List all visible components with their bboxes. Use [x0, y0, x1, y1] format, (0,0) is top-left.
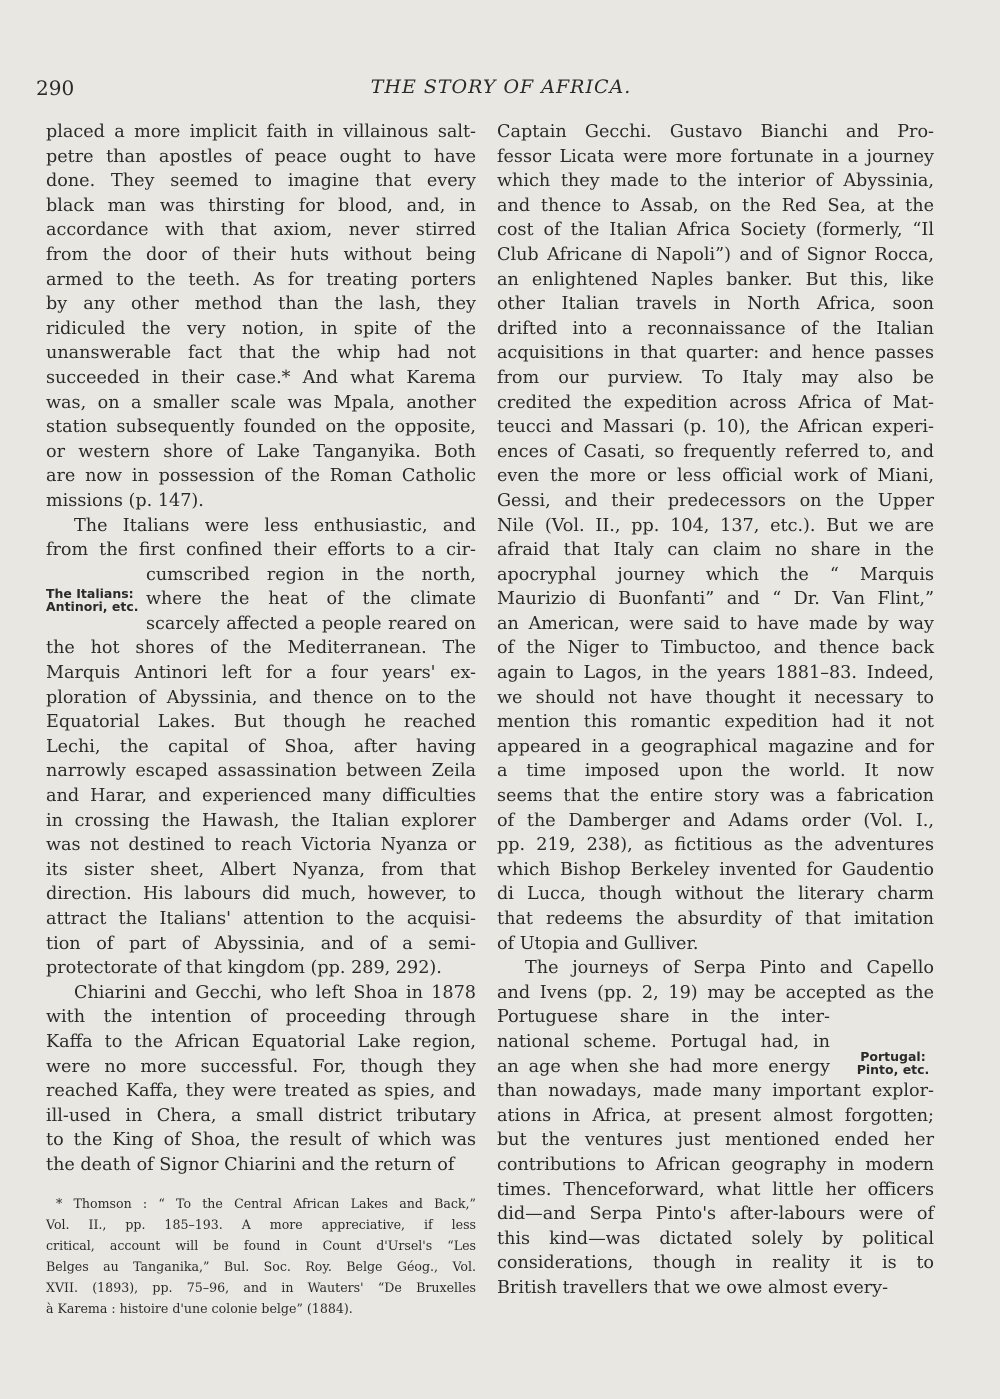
text-line: which they made to the interior of Abyssinia, — [497, 171, 934, 192]
text-line: drifted into a reconnaissance of the Italian — [497, 318, 934, 339]
text-line: The journeys of Serpa Pinto and Capello — [525, 958, 934, 979]
text-line: by any other method than the lash, they — [46, 294, 476, 315]
text-line: Lechi, the capital of Shoa, after having — [46, 736, 476, 757]
text-line: where the heat of the climate — [146, 589, 476, 610]
text-line: from our purview. To Italy may also be — [497, 367, 934, 388]
text-line: missions (p. 147). — [46, 490, 204, 511]
text-line: national scheme. Portugal had, in — [497, 1031, 830, 1052]
text-line: and thence to Assab, on the Red Sea, at the — [497, 195, 934, 216]
footnote-line: XVII. (1893), pp. 75–96, and in Wauters' “De Bruxelles — [46, 1280, 476, 1295]
text-line: tion of part of Abyssinia, and of a semi- — [46, 933, 476, 954]
text-line: Gessi, and their predecessors on the Upper — [497, 490, 934, 511]
sidenote-portugal — [848, 1050, 938, 1076]
text-line: of Utopia and Gulliver. — [497, 933, 699, 954]
text-line: acquisitions in that quarter: and hence passes — [497, 343, 934, 364]
running-title: THE STORY OF AFRICA. — [370, 76, 632, 98]
text-line: of the Damberger and Adams order (Vol. I., — [497, 810, 934, 831]
text-line: its sister sheet, Albert Nyanza, from that — [46, 859, 476, 880]
text-line: ill-used in Chera, a small district tributary — [46, 1105, 476, 1126]
text-line: Maurizio di Buonfanti” and “ Dr. Van Flint,” — [497, 589, 934, 610]
text-line: an American, were said to have made by way — [497, 613, 934, 634]
footnote-line: Vol. II., pp. 185–193. A more appreciative, if less — [46, 1217, 476, 1232]
text-line: or western shore of Lake Tanganyika. Both — [46, 441, 476, 462]
text-line: succeeded in their case.* And what Karema — [46, 367, 476, 388]
text-line: Portuguese share in the inter- — [497, 1007, 830, 1028]
text-line: than nowadays, made many important explor- — [497, 1081, 934, 1102]
text-line: other Italian travels in North Africa, soon — [497, 294, 934, 315]
text-line: station subsequently founded on the opposite, — [46, 417, 476, 438]
text-line: which Bishop Berkeley invented for Gaudentio — [497, 859, 934, 880]
text-line: black man was thirsting for blood, and, in — [46, 195, 476, 216]
text-line: teucci and Massari (p. 10), the African experi- — [497, 417, 934, 438]
text-line: direction. His labours did much, however, to — [46, 884, 476, 905]
text-line: afraid that Italy can claim no share in the — [497, 540, 934, 561]
text-line: cumscribed region in the north, — [146, 564, 476, 585]
footnote-line: critical, account will be found in Count d'Ursel's “Les — [46, 1238, 476, 1253]
text-line: and Harar, and experienced many difficulties — [46, 786, 476, 807]
text-line: cost of the Italian Africa Society (formerly, “Il — [497, 220, 934, 241]
sidenote-line: Pinto, etc. — [856, 1062, 930, 1077]
text-line: credited the expedition across Africa of Mat- — [497, 392, 934, 413]
text-line: that redeems the absurdity of that imitation — [497, 909, 934, 929]
sidenote-line: The Italians: — [46, 586, 134, 601]
text-line: attract the Italians' attention to the acquisi- — [46, 909, 476, 929]
text-line: are now in possession of the Roman Catholic — [46, 466, 476, 487]
text-line: Nile (Vol. II., pp. 104, 137, etc.). But we are — [497, 515, 934, 536]
text-line: protectorate of that kingdom (pp. 289, 292). — [46, 958, 442, 979]
footnote-line: Belges au Tanganika,” Bul. Soc. Roy. Belge Géog., Vol. — [46, 1259, 476, 1274]
footnote-line: * Thomson : “ To the Central African Lakes and Back,” — [56, 1196, 476, 1211]
text-line: Captain Gecchi. Gustavo Bianchi and Pro- — [497, 122, 934, 142]
text-line: but the ventures just mentioned ended her — [497, 1130, 934, 1151]
text-line: unanswerable fact that the whip had not — [46, 343, 476, 364]
text-line: this kind—was dictated solely by political — [497, 1228, 934, 1249]
text-line: armed to the teeth. As for treating porters — [46, 269, 476, 290]
text-line: appeared in a geographical magazine and for — [497, 736, 934, 757]
text-line: an enlightened Naples banker. But this, like — [497, 269, 934, 290]
text-line: Equatorial Lakes. But though he reached — [46, 712, 476, 733]
text-line: the hot shores of the Mediterranean. The — [46, 638, 476, 659]
left-column — [46, 120, 476, 1178]
text-line: ploration of Abyssinia, and thence on to the — [46, 687, 476, 708]
sidenote-line: Portugal: — [860, 1049, 926, 1064]
text-line: pp. 219, 238), as fictitious as the adventures — [497, 835, 934, 856]
text-line: of the Niger to Timbuctoo, and thence back — [497, 638, 934, 659]
text-line: mention this romantic expedition had it not — [497, 712, 934, 733]
text-line: fessor Licata were more fortunate in a journey — [497, 146, 934, 167]
text-line: considerations, though in reality it is to — [497, 1253, 934, 1274]
text-line: narrowly escaped assassination between Zeila — [46, 761, 476, 782]
text-line: Marquis Antinori left for a four years' ex- — [46, 663, 476, 684]
text-line: from the first confined their efforts to a cir- — [46, 540, 476, 561]
text-line: Club Africane di Napoli”) and of Signor Rocca, — [497, 244, 934, 265]
text-line: Chiarini and Gecchi, who left Shoa in 1878 — [74, 982, 476, 1003]
text-line: times. Thenceforward, what little her officers — [497, 1179, 934, 1200]
text-line: British travellers that we owe almost every- — [497, 1277, 889, 1298]
text-line: apocryphal journey which the “ Marquis — [497, 564, 934, 585]
page-number: 290 — [36, 76, 75, 100]
page-header — [36, 76, 966, 106]
text-line: and Ivens (pp. 2, 19) may be accepted as the — [497, 982, 934, 1003]
text-line: petre than apostles of peace ought to have — [46, 146, 476, 167]
text-line: with the intention of proceeding through — [46, 1007, 476, 1028]
text-line: ridiculed the very notion, in spite of the — [46, 318, 476, 339]
text-line: ations in Africa, at present almost forgotten; — [497, 1105, 934, 1126]
text-line: scarcely affected a people reared on — [146, 613, 476, 634]
text-line: to the King of Shoa, the result of which was — [46, 1130, 476, 1151]
text-line: done. They seemed to imagine that every — [46, 171, 476, 192]
text-line: di Lucca, though without the literary charm — [497, 884, 934, 905]
right-column — [497, 120, 934, 1301]
text-line: again to Lagos, in the years 1881–83. Indeed, — [497, 663, 934, 684]
sidenote-line: Antinori, etc. — [46, 599, 139, 614]
footnote — [46, 1193, 476, 1319]
text-line: ences of Casati, so frequently referred to, and — [497, 441, 934, 462]
sidenote-italians — [46, 587, 146, 613]
text-line: seems that the entire story was a fabrication — [497, 786, 934, 807]
text-line: even the more or less official work of Miani, — [497, 466, 934, 487]
text-line: the death of Signor Chiarini and the return of — [46, 1154, 455, 1175]
text-line: from the door of their huts without being — [46, 244, 476, 265]
text-line: was not destined to reach Victoria Nyanza or — [46, 835, 476, 856]
text-line: accordance with that axiom, never stirred — [46, 220, 476, 241]
text-line: an age when she had more energy — [497, 1056, 830, 1077]
text-line: were no more successful. For, though they — [46, 1056, 476, 1077]
text-line: in crossing the Hawash, the Italian explorer — [46, 810, 476, 831]
text-line: Kaffa to the African Equatorial Lake region, — [46, 1031, 476, 1052]
text-line: we should not have thought it necessary to — [497, 687, 934, 708]
text-line: The Italians were less enthusiastic, and — [74, 515, 476, 536]
text-line: did—and Serpa Pinto's after-labours were of — [497, 1204, 934, 1225]
text-line: placed a more implicit faith in villainous salt- — [46, 122, 476, 142]
text-line: contributions to African geography in modern — [497, 1154, 934, 1175]
footnote-line: à Karema : histoire d'une colonie belge” (1884). — [46, 1301, 353, 1316]
text-line: reached Kaffa, they were treated as spies, and — [46, 1081, 476, 1102]
text-line: a time imposed upon the world. It now — [497, 761, 934, 782]
text-line: was, on a smaller scale was Mpala, another — [46, 392, 476, 413]
